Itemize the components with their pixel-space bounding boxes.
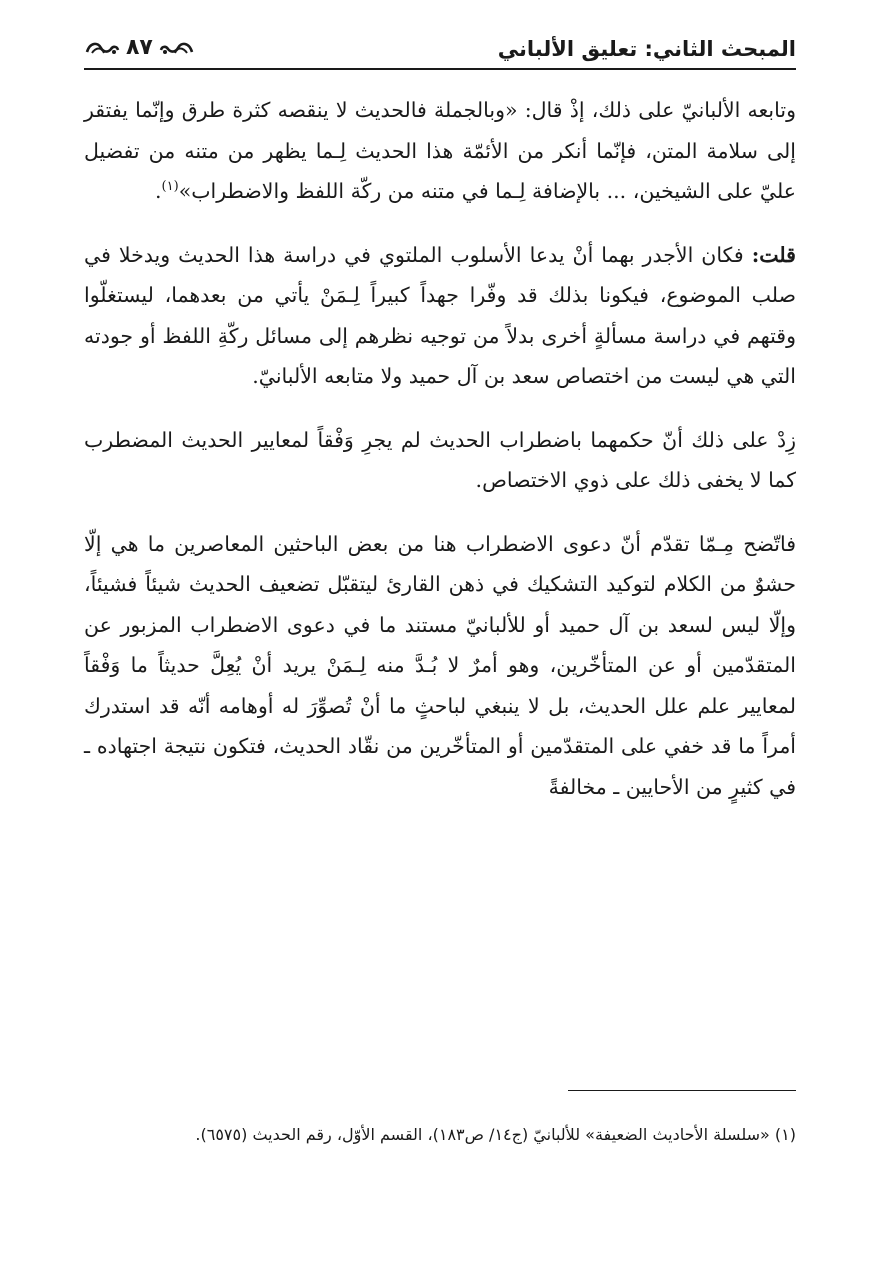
main-text xyxy=(84,90,796,830)
floral-ornament-icon xyxy=(84,38,120,58)
paragraph-text: فكان الأجدر بهما أنْ يدعا الأسلوب الملتوي في دراسة هذا الحديث ويدخلا في صلب الموضوع، فيكونا بذلك قد وفّرا جهداً كبيراً لِـمَنْ يأتي من بعدهما، ليستغلّوا وقتهم في دراسة مسألةٍ أخرى بدلاً من توجيه نظرهم إلى مسائل ركّةِ اللفظ أو جودته التي هي ليست من اختصاص سعد بن آل حميد ولا متابعه الألبانيّ. xyxy=(84,242,796,388)
chapter-title: المبحث الثاني: تعليق الألباني xyxy=(497,37,796,61)
paragraph-text: زِدْ على ذلك أنّ حكمهما باضطراب الحديث لم يجرِ وَفْقاً لمعايير الحديث المضطرب كما لا يخفى ذلك على ذوي الاختصاص. xyxy=(84,427,796,492)
header-divider xyxy=(84,68,796,70)
paragraph xyxy=(84,524,796,808)
footnote-text: «سلسلة الأحاديث الضعيفة» للألبانيّ (ج١٤/ ص١٨٣)، القسم الأوّل، رقم الحديث (٦٥٧٥). xyxy=(195,1125,770,1144)
footnote-marker: (١) xyxy=(774,1125,796,1144)
floral-ornament-icon xyxy=(159,38,195,58)
paragraph-tail: . xyxy=(155,179,162,203)
paragraph-text: فاتّضح مِـمّا تقدّم أنّ دعوى الاضطراب هنا من بعض الباحثين المعاصرين ما هي إلّا حشوٌ من الكلام لتوكيد التشكيك في ذهن القارئ ليتقبّل تضعيف الحديث شيئاً فشيئاً، وإلّا ليس لسعد بن آل حميد أو للألبانيّ مستند ما في دعوى الاضطراب المزبور عن المتقدّمين أو عن المتأخّرين، وهو أمرٌ لا بُـدَّ منه لِـمَنْ يريد أنْ يُعِلَّ حديثاً ما وَفْقاً لمعايير علم علل الحديث، بل لا ينبغي لباحثٍ ما أنْ تُصوِّرَ له أوهامه أنّه قد استدرك أمراً ما قد خفي على المتقدّمين أو المتأخّرين من نقّاد الحديث، فتكون نتيجة اجتهاده ـ في كثيرٍ من الأحايين ـ مخالفةً xyxy=(84,531,796,799)
paragraph xyxy=(84,420,796,501)
page-number: ٨٧ xyxy=(126,35,153,60)
running-header xyxy=(84,28,796,68)
page-number-group xyxy=(84,32,195,64)
footnote-reference: (١) xyxy=(161,179,179,195)
paragraph xyxy=(84,235,796,397)
paragraph-text: وتابعه الألبانيّ على ذلك، إذْ قال: «وبالجملة فالحديث لا ينقصه كثرة طرق وإنّما يفتقر إلى سلامة المتن، فإنّما أنكر من الأئمّة هذا الحديث لِـما يظهر من متنه من تفضيل عليّ على الشيخين، ... بالإضافة لِـما في متنه من ركّة اللفظ والاضطراب» xyxy=(84,98,796,203)
footnote xyxy=(84,1118,796,1152)
paragraph-lead-word: قلت: xyxy=(751,242,796,267)
paragraph xyxy=(84,90,796,212)
footnote-divider xyxy=(568,1090,796,1091)
